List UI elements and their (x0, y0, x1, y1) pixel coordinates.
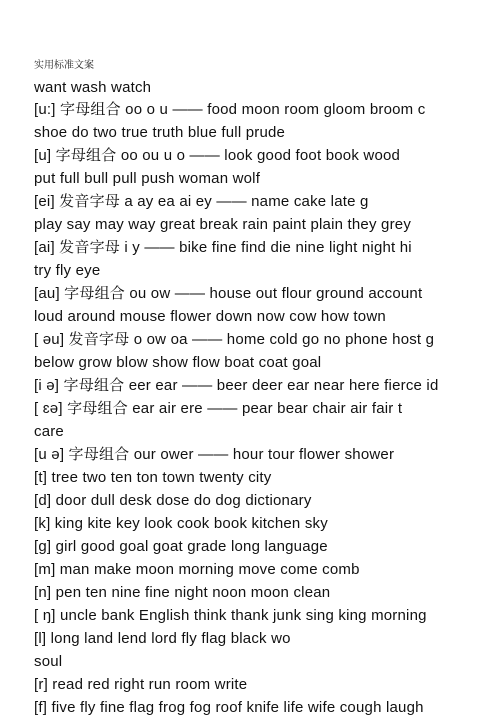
text-line: [m] man make moon morning move come comb (34, 561, 360, 578)
text-line: [g] girl good goal goat grade long language (34, 538, 328, 555)
text-line: [k] king kite key look cook book kitchen sky (34, 515, 328, 532)
text-line: [u] 字母组合 oo ou u o —— look good foot book wood (34, 147, 401, 164)
text-line: loud around mouse flower down now cow how town (34, 308, 386, 325)
text-line: soul (34, 653, 63, 670)
text-line: [u ə] 字母组合 our ower —— hour tour flower shower (34, 446, 395, 463)
text-line: [u:] 字母组合 oo o u —— food moon room gloom broom c (34, 101, 426, 118)
text-line: shoe do two true truth blue full prude (34, 124, 286, 141)
text-line: put full bull pull push woman wolf (34, 170, 261, 187)
text-line: try fly eye (34, 262, 101, 279)
text-line: [n] pen ten nine fine night noon moon clean (34, 584, 331, 601)
text-line: [ ŋ] uncle bank English think thank junk sing king morning (34, 607, 427, 624)
text-line: [ei] 发音字母 a ay ea ai ey —— name cake late g (34, 193, 369, 210)
text-line: care (34, 423, 64, 440)
text-line: below grow blow show flow boat coat goal (34, 354, 322, 371)
text-line: [t] tree two ten ton town twenty city (34, 469, 272, 486)
text-line: [ ɛə] 字母组合 ear air ere —— pear bear chair air fair t (34, 400, 403, 417)
text-line: [r] read red right run room write (34, 676, 248, 693)
text-line: [ əu] 发音字母 o ow oa —— home cold go no phone host g (34, 331, 435, 348)
document-header: 实用标准文案 (34, 60, 94, 71)
text-line: [d] door dull desk dose do dog dictionary (34, 492, 312, 509)
text-line: [ai] 发音字母 i y —— bike fine find die nine light night hi (34, 239, 412, 256)
text-line: [i ə] 字母组合 eer ear —— beer deer ear near here fierce id (34, 377, 439, 394)
text-line: [au] 字母组合 ou ow —— house out flour ground account (34, 285, 423, 302)
text-line: play say may way great break rain paint plain they grey (34, 216, 412, 233)
text-line: [l] long land lend lord fly flag black wo (34, 630, 291, 647)
text-line: [f] five fly fine flag frog fog roof knife life wife cough laugh (34, 699, 424, 716)
text-line: want wash watch (34, 79, 152, 96)
